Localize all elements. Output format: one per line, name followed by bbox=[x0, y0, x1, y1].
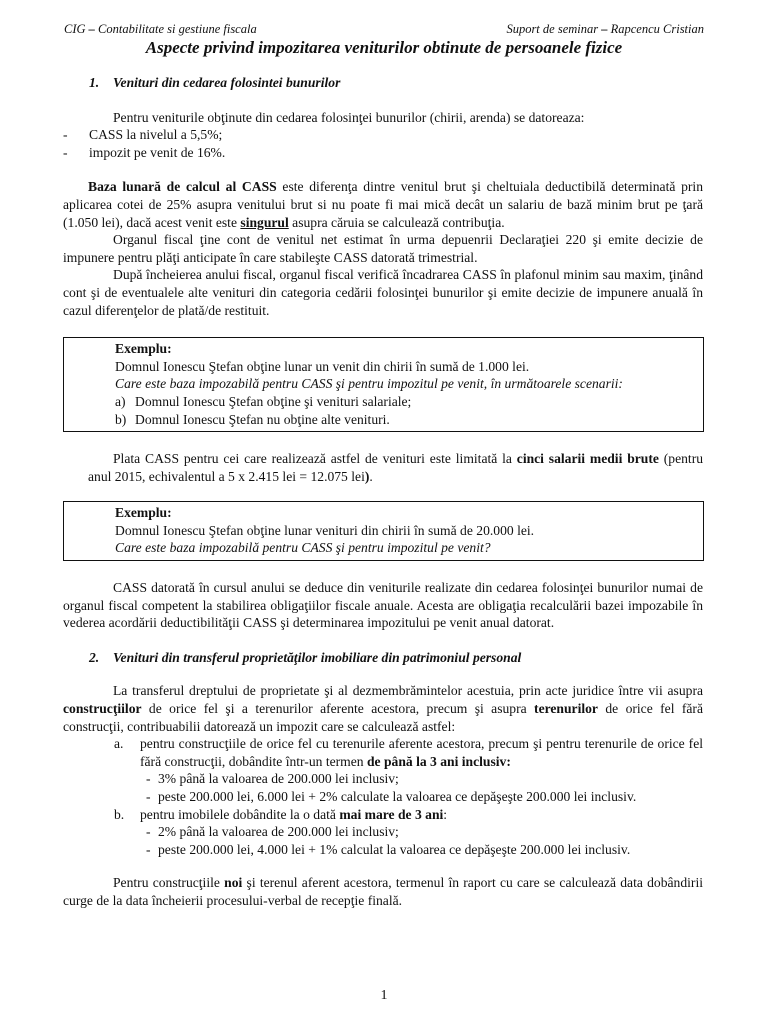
page-number: 1 bbox=[380, 988, 388, 1003]
document-title: Aspecte privind impozitarea veniturilor obtinute de persoanele fizice bbox=[145, 38, 623, 57]
example-question: Care este baza impozabilă pentru CASS şi pentru impozitul pe venit, în următoarele scenarii: bbox=[115, 376, 623, 392]
page-header bbox=[64, 22, 704, 36]
list-item: - 3% până la valoarea de 200.000 lei inclusiv; bbox=[88, 770, 703, 788]
list-item: - impozit pe venit de 16%. bbox=[63, 144, 703, 162]
example-text: Domnul Ionescu Ştefan obţine lunar venituri din chirii în sumă de 20.000 lei. bbox=[115, 522, 535, 538]
example-text: Domnul Ionescu Ştefan obţine lunar un venit din chirii în sumă de 1.000 lei. bbox=[115, 358, 530, 374]
list-item: - peste 200.000 lei, 4.000 lei + 1% calculat la valoarea ce depăşeşte 200.000 lei inclusiv. bbox=[88, 841, 703, 859]
paragraph-cass-base: Baza lunară de calcul al CASS este diferenţa dintre venitul brut şi cheltuiala deductibilă determinată prin aplicarea cotei de 25% asupra venitului brut si nu poate fi mai mică decât un salariu de bază minim brut pe ţară (1.050 lei), dacă acest venit este singurul asupra căruia se calculează contribuţia. bbox=[63, 179, 703, 230]
example-option: b) Domnul Ionescu Ştefan nu obţine alte venituri. bbox=[115, 411, 390, 427]
paragraph-cass-limit: Plata CASS pentru cei care realizează astfel de venituri este limitată la cinci salarii medii brute (pentru anul 2015, echivalentul a 5 x 2.415 lei = 12.075 lei). bbox=[88, 451, 704, 484]
example-box-2 bbox=[63, 501, 704, 561]
paragraph-year-end: După încheierea anului fiscal, organul fiscal verifică încadrarea CASS în plafonul minim sau maxim, ţinând cont şi de eventualele alte venituri din categoria cedării folosinţei bunurilor şi emite decizie de impunere anuală în cazul diferenţelor de plată/de restituit. bbox=[63, 267, 703, 318]
list-item: - 2% până la valoarea de 200.000 lei inclusiv; bbox=[88, 823, 703, 841]
paragraph-cass-deduction: CASS datorată în cursul anului se deduce din veniturile realizate din cedarea folosinţei bunurilor numai de organul fiscal competent la stabilirea obligaţiilor fiscale anuale. Acesta are obligaţia recalculării bazei impozabile în vederea acordării deductibilităţii CASS şi determinarea impozitului pe venit anual datorat. bbox=[63, 580, 703, 631]
document-body bbox=[63, 74, 704, 910]
paragraph-fiscal-body: Organul fiscal ţine cont de venitul net estimat în urma depuenrii Declaraţiei 220 şi emite decizie de impunere pentru plăţi anticipate în care stabileşte CASS datorată trimestrial. bbox=[63, 232, 703, 265]
header-right: Suport de seminar – Rapcencu Cristian bbox=[506, 22, 704, 36]
paragraph-new-buildings: Pentru construcţiile noi şi terenul aferent acestora, termenul în raport cu care se calculează data dobândirii curge de la data încheierii procesului-verbal de recepţie finală. bbox=[63, 875, 703, 908]
list-item-a: a. pentru construcţiile de orice fel cu terenurile aferente acestora, precum şi pentru terenurile de orice fel fără construcţii, dobândite într-un termen de până la 3 ani inclusiv: bbox=[114, 736, 703, 769]
section-2-heading: 2. Venituri din transferul proprietăţilor imobiliare din patrimoniul personal bbox=[89, 649, 522, 665]
example-question: Care este baza impozabilă pentru CASS şi pentru impozitul pe venit? bbox=[115, 540, 491, 556]
example-option: a) Domnul Ionescu Ştefan obţine şi venituri salariale; bbox=[115, 393, 412, 409]
example-label: Exemplu: bbox=[115, 341, 172, 357]
list-item: - CASS la nivelul a 5,5%; bbox=[63, 126, 703, 144]
list-item-b: b. pentru imobilele dobândite la o dată mai mare de 3 ani: bbox=[114, 806, 448, 822]
example-box-1 bbox=[63, 337, 704, 432]
header-left: CIG – Contabilitate si gestiune fiscala bbox=[64, 22, 257, 36]
example-label: Exemplu: bbox=[115, 505, 172, 521]
paragraph-transfer: La transferul dreptului de proprietate şi al dezmembrămintelor acestuia, prin acte juridice între vii asupra construcţiilor de orice fel şi a terenurilor aferente acestora, precum şi asupra terenurilor de orice fel fără construcţii, contribuabilii datorează un impozit care se calculează astfel: bbox=[63, 683, 703, 734]
section-1-heading: 1. Venituri din cedarea folosintei bunurilor bbox=[89, 75, 341, 90]
section-1-intro: Pentru veniturile obţinute din cedarea folosinţei bunurilor (chirii, arenda) se datoreaza: bbox=[113, 109, 585, 125]
list-item: - peste 200.000 lei, 6.000 lei + 2% calculate la valoarea ce depăşeşte 200.000 lei inclusiv. bbox=[88, 788, 703, 806]
